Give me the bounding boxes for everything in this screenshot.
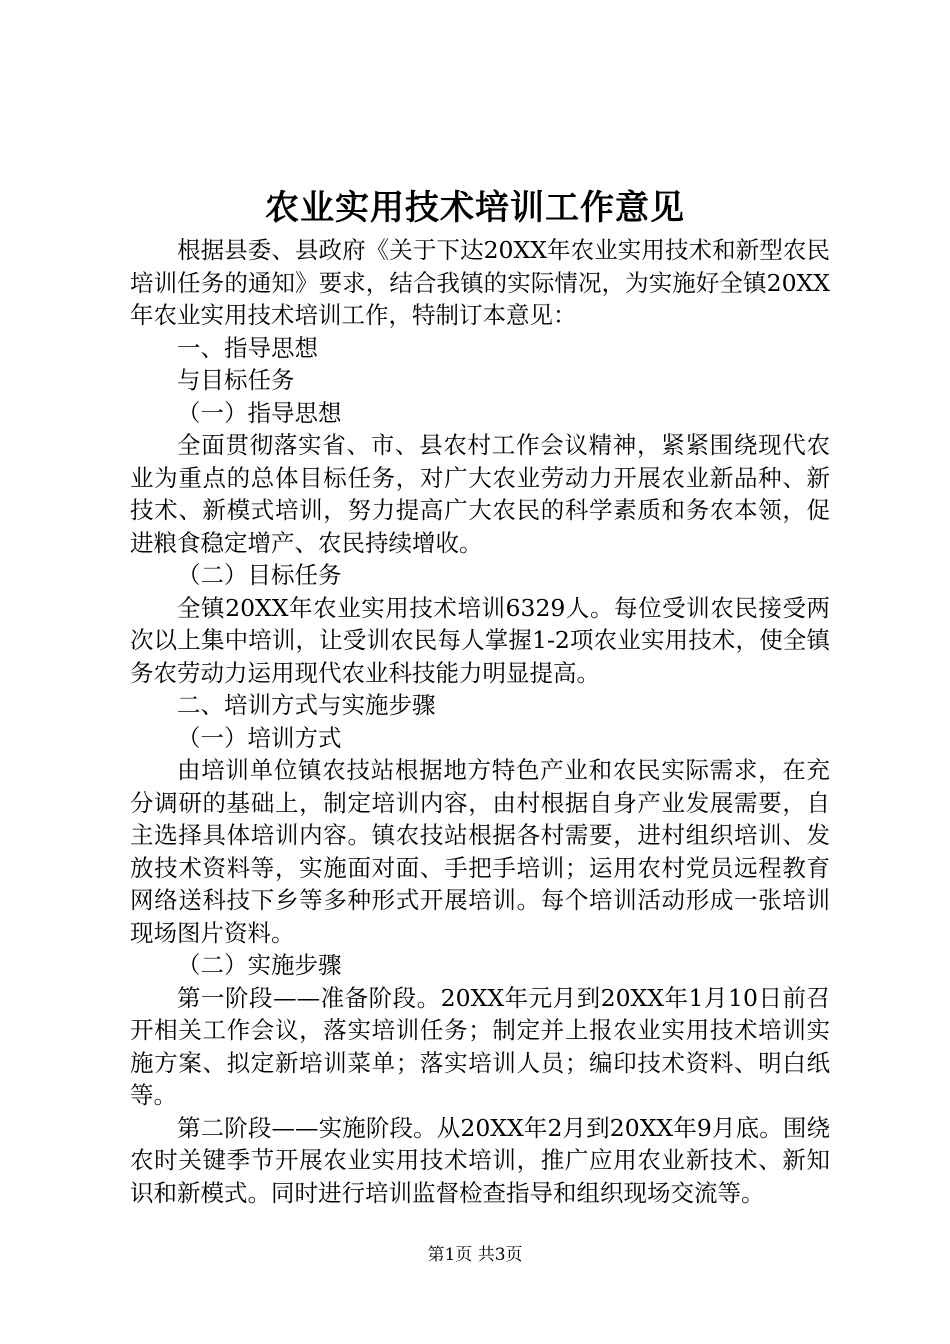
subheading-target-task: （二）目标任务 <box>177 561 342 589</box>
paragraph-target-task: 全镇20XX年农业实用技术培训6329人。每位受训农民接受两次以上集中培训，让受训农民每人掌握1-2项农业实用技术，使全镇务农劳动力运用现代农业科技能力明显提高。 <box>130 593 830 687</box>
document-title: 农业实用技术培训工作意见 <box>265 188 685 228</box>
paragraph-training-method: 由培训单位镇农技站根据地方特色产业和农民实际需求，在充分调研的基础上，制定培训内容，由村根据自身产业发展需要，自主选择具体培训内容。镇农技站根据各村需要，进村组织培训、发放技术资料等，实施面对面、手把手培训；运用农村党员远程教育网络送科技下乡等多种形式开展培训。每个培训活动形成一张培训现场图片资料。 <box>130 756 830 947</box>
document-body <box>130 234 830 1209</box>
heading-section-2: 二、培训方式与实施步骤 <box>177 691 436 719</box>
subheading-implementation-steps: （二）实施步骤 <box>177 951 342 979</box>
paragraph-stage-1: 第一阶段——准备阶段。20XX年元月到20XX年1月10日前召开相关工作会议，落实培训任务；制定并上报农业实用技术培训实施方案、拟定新培训菜单；落实培训人员；编印技术资料、明白纸等。 <box>130 983 830 1109</box>
heading-section-1-continued: 与目标任务 <box>177 366 295 394</box>
paragraph-stage-2: 第二阶段——实施阶段。从20XX年2月到20XX年9月底。围绕农时关键季节开展农业实用技术培训，推广应用农业新技术、新知识和新模式。同时进行培训监督检查指导和组织现场交流等。 <box>130 1113 830 1207</box>
subheading-guiding-thought: （一）指导思想 <box>177 398 342 427</box>
heading-section-1: 一、指导思想 <box>177 333 318 362</box>
page-number-footer: 第1页 共3页 <box>427 1245 523 1265</box>
paragraph-guiding-thought: 全面贯彻落实省、市、县农村工作会议精神，紧紧围绕现代农业为重点的总体目标任务，对广大农业劳动力开展农业新品种、新技术、新模式培训，努力提高广大农民的科学素质和务农本领，促进粮食稳定增产、农民持续增收。 <box>130 431 830 557</box>
paragraph-intro: 根据县委、县政府《关于下达20XX年农业实用技术和新型农民培训任务的通知》要求，结合我镇的实际情况，为实施好全镇20XX年农业实用技术培训工作，特制订本意见： <box>130 236 830 329</box>
subheading-training-method: （一）培训方式 <box>177 723 342 752</box>
